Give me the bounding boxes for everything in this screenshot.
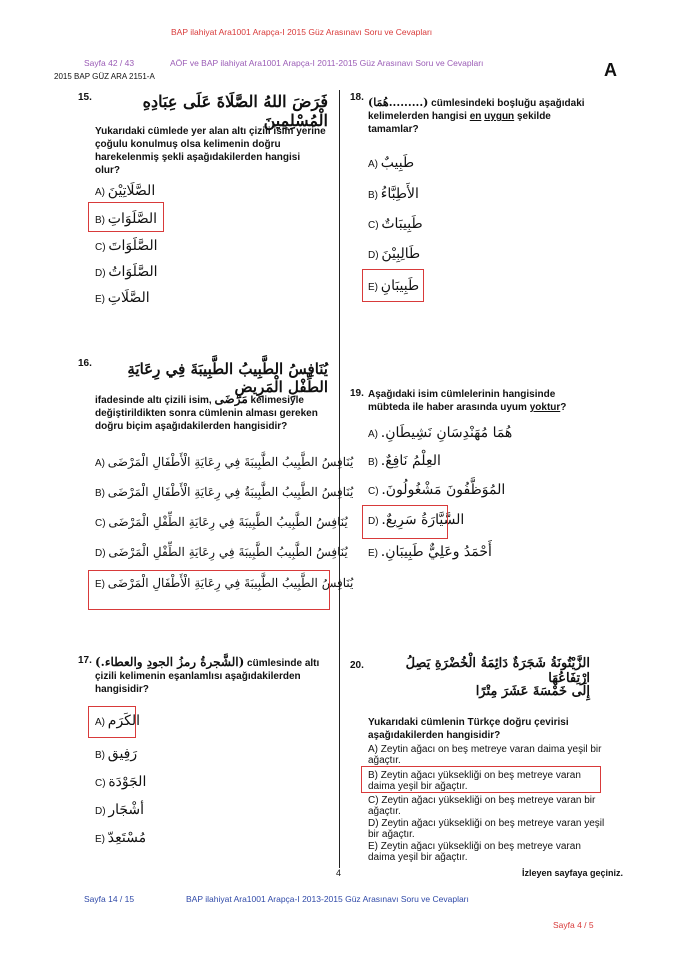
q18-stem: (.........هُمَا) cümlesindeki boşluğu aşağıdaki kelimelerden hangisi en uygun şekilde tamamlar? [368, 96, 585, 135]
q18-option-a[interactable]: A) طَبِيبٌ [368, 155, 415, 171]
q16-option-b[interactable]: B) يُنَافِسُ الطَّبِيبُ الطَّبِيبَةُ فِي رِعَايَةِ الْأَطْفَالِ الْمَرْضَى [95, 485, 354, 499]
q19-option-b[interactable]: B) العِلْمُ نَافِعٌ. [368, 453, 441, 469]
q20-option-e[interactable]: E) Zeytin ağacı yüksekliği on beş metreye varan daima yeşil bir ağaçtır. [368, 841, 581, 863]
q20-stem: Yukarıdaki cümlenin Türkçe doğru çevirisi aşağıdakilerden hangisidir? [368, 717, 569, 741]
exam-code: 2015 BAP GÜZ ARA 2151-A [54, 72, 155, 81]
q15-option-e[interactable]: E) الصَّلَاتِ [95, 290, 150, 306]
q17-option-a[interactable]: A) الكَرَم [95, 713, 141, 729]
q20-option-c[interactable]: C) Zeytin ağacı yüksekliği on beş metreye varan bir ağaçtır. [368, 795, 596, 817]
q16-option-d[interactable]: D) يُنَافِسُ الطَّبِيبُ الطَّبِيبَةَ فِي رِعَايَةِ الطِّفْلِ الْمَرْضَى [95, 545, 348, 559]
q20-arabic-line2: إِلَى خَمْسَةَ عَشَرَ مِتْرًا [475, 684, 590, 699]
q19-option-d[interactable]: D) السَّيَّارَةُ سَرِيعٌ. [368, 512, 465, 528]
q19-option-c[interactable]: C) المُوَظَّفُونَ مَشْغُولُونَ. [368, 482, 506, 498]
column-divider [339, 90, 340, 868]
q16-option-e[interactable]: E) يُنَافِسُ الطَّبِيبُ الطَّبِيبَةَ فِي رِعَايَةِ الْأَطْفَالِ الْمَرْضَى [95, 576, 354, 590]
q15-option-d[interactable]: D) الصَّلَوَاتُ [95, 264, 158, 280]
page-number: 4 [336, 868, 342, 878]
q17-number: 17. [78, 655, 92, 666]
q17-option-b[interactable]: B) رَفِيق [95, 746, 138, 762]
q15-number: 15. [78, 92, 92, 103]
q19-answer-box [362, 505, 448, 539]
top-title: BAP ilahiyat Ara1001 Arapça-I 2015 Güz Arasınavı Soru ve Cevapları [171, 27, 433, 37]
next-page-note: İzleyen sayfaya geçiniz. [522, 868, 624, 878]
q20-number: 20. [350, 660, 364, 671]
footer-left-page: Sayfa 14 / 15 [84, 894, 135, 904]
page-indicator: Sayfa 42 / 43 [84, 58, 135, 68]
footer-title: BAP ilahiyat Ara1001 Arapça-I 2013-2015 Güz Arasınavı Soru ve Cevapları [186, 894, 469, 904]
booklet-letter: A [604, 60, 617, 80]
q15-option-a[interactable]: A) الصَّلَاتِيْنَ [95, 183, 156, 199]
q16-answer-box [88, 570, 330, 610]
q20-answer-box [361, 766, 601, 793]
q17-stem: (الشَّجرةُ رمزُ الجودِ والعطاء.) cümlesinde altı çizili kelimenin eşanlamlısı aşağıdakilerden hangisidir? [95, 655, 320, 695]
q17-option-d[interactable]: D) أشْجَار [95, 802, 145, 818]
q20-arabic-line1: الزَّيْتُونَةُ شَجَرَةٌ دَائِمَةُ الْخُضْرَةِ يَصِلُ ارْتِفَاعُهَا [405, 656, 590, 686]
q18-option-c[interactable]: C) طَبِيبَاتٌ [368, 216, 423, 232]
q18-option-e[interactable]: E) طَبِيبَانِ [368, 278, 420, 294]
q17-option-e[interactable]: E) مُسْتَعِدّ [95, 830, 147, 846]
q16-arabic: يُنَافِسُ الطَّبِيبُ الطَّبِيبَةَ فِي رِعَايَةِ الطِّفْلِ الْمَرِيضِ [127, 360, 328, 396]
q16-option-a[interactable]: A) يُنَافِسُ الطَّبِيبُ الطَّبِيبَةَ فِي رِعَايَةِ الْأَطْفَالِ الْمَرْضَى [95, 455, 354, 469]
q20-option-a[interactable]: A) Zeytin ağacı on beş metreye varan daima yeşil bir ağaçtır. [368, 744, 602, 766]
q15-option-b[interactable]: B) الصَّلَوَاتِ [95, 211, 158, 227]
q18-option-b[interactable]: B) الأَطِبَّاءُ [368, 186, 419, 202]
q19-stem: Aşağıdaki isim cümlelerinin hangisinde mübteda ile haber arasında uyum yoktur? [368, 389, 567, 413]
q20-option-d[interactable]: D) Zeytin ağacı yüksekliği on beş metreye varan yeşil bir ağaçtır. [368, 818, 605, 840]
subtitle: AÖF ve BAP ilahiyat Ara1001 Arapça-I 2011-2015 Güz Arasınavı Soru ve Cevapları [170, 58, 484, 68]
footer-right-page: Sayfa 4 / 5 [553, 920, 594, 930]
q16-option-c[interactable]: C) يُنَافِسُ الطَّبِيبُ الطَّبِيبَةَ فِي رِعَايَةِ الطِّفْلِ الْمَرْضَى [95, 515, 348, 529]
q19-option-a[interactable]: A) هُمَا مُهَنْدِسَانِ نَشِيطَانِ. [368, 425, 513, 441]
q17-answer-box [88, 706, 136, 738]
q17-option-c[interactable]: C) الجَوْدَة [95, 774, 147, 790]
q15-arabic: فَرَضَ اللهُ الصَّلَاةَ عَلَى عِبَادِهِ الْمُسْلِمِينَ [142, 92, 328, 130]
q18-number: 18. [350, 92, 364, 103]
q15-option-c[interactable]: C) الصَّلَوَاتَ [95, 238, 158, 254]
q16-number: 16. [78, 358, 92, 369]
q15-answer-box [88, 202, 164, 232]
q20-option-b[interactable]: B) Zeytin ağacı yüksekliği on beş metreye varan daima yeşil bir ağaçtır. [368, 770, 581, 792]
q19-option-e[interactable]: E) أَحْمَدُ وعَلِيٌّ طَبِيبَانِ. [368, 544, 492, 560]
q16-stem: ifadesinde altı çizili isim, مَرْضَى kelimesiyle değiştirildikten sonra cümlenin alması gereken doğru biçim aşağıdakilerden hangisidir? [95, 392, 318, 432]
q15-stem: Yukarıdaki cümlede yer alan altı çizili isim yerine çoğulu konulmuş olsa kelimenin doğru harekelenmiş şekli aşağıdakilerden hangisi olur? [95, 126, 326, 176]
q18-option-d[interactable]: D) طَالِبِيْنَ [368, 246, 421, 262]
q19-number: 19. [350, 388, 364, 399]
q18-answer-box [362, 269, 424, 302]
